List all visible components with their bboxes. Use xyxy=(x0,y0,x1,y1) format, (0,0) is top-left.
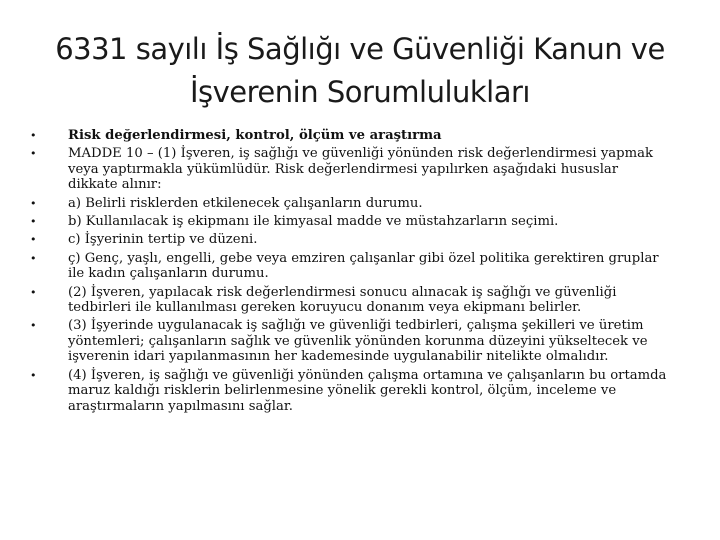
article-text: MADDE 10 – (1) İşveren, iş sağlığı ve güvenliği yönünden risk değerlendirmesi yapmak veya yaptırmakla yükümlüdür. Risk değerlendirmesi yapılırken aşağıdaki hususlar dikkate alınır: xyxy=(68,146,653,193)
slide-title xyxy=(40,28,680,114)
bullet-item-heading xyxy=(30,128,670,143)
bullet-item-4 xyxy=(30,368,670,414)
bullet-icon: • xyxy=(30,319,37,333)
clause-a-text: a) Belirli risklerden etkilenecek çalışanların durumu. xyxy=(68,195,423,211)
bullet-icon: • xyxy=(30,285,37,299)
bullet-icon: • xyxy=(30,129,37,142)
bullet-item-b xyxy=(30,214,670,229)
bullet-icon: • xyxy=(30,147,37,161)
clause-cc-text: ç) Genç, yaşlı, engelli, gebe veya emziren çalışanlar gibi özel politika gerektiren gruplar ile kadın çalışanların durumu. xyxy=(68,250,659,282)
bullet-item-article xyxy=(30,146,670,192)
paragraph-3-text: (3) İşyerinde uygulanacak iş sağlığı ve güvenliği tedbirleri, çalışma şekilleri ve üretim yöntemleri; çalışanların sağlık ve güvenlik yönünden korunma düzeyini yükseltecek ve işverenin idari yapılanmasının her kademesinde uygulanabilir nitelikte olmalıdır. xyxy=(68,318,648,365)
bullet-icon: • xyxy=(30,215,37,229)
paragraph-2-text: (2) İşveren, yapılacak risk değerlendirmesi sonucu alınacak iş sağlığı ve güvenliği tedbirleri ile kullanılması gereken koruyucu donanım veya ekipmanı belirler. xyxy=(68,284,617,316)
bullet-icon: • xyxy=(30,196,37,210)
bullet-list xyxy=(30,128,670,417)
slide-title-line-2: İşverenin Sorumlulukları xyxy=(189,75,530,109)
bullet-icon: • xyxy=(30,233,37,247)
bullet-icon: • xyxy=(30,368,37,382)
bullet-icon: • xyxy=(30,251,37,265)
slide-title-line-1: 6331 sayılı İş Sağlığı ve Güvenliği Kanun ve xyxy=(55,32,665,66)
clause-c-text: c) İşyerinin tertip ve düzeni. xyxy=(68,232,258,248)
clause-b-text: b) Kullanılacak iş ekipmanı ile kimyasal madde ve müstahzarların seçimi. xyxy=(68,214,559,230)
bullet-item-2 xyxy=(30,285,670,316)
bullet-item-3 xyxy=(30,318,670,364)
paragraph-4-text: (4) İşveren, iş sağlığı ve güvenliği yönünden çalışma ortamına ve çalışanların bu ortamda maruz kaldığı risklerin belirlenmesine yönelik gerekli kontrol, ölçüm, inceleme ve araştırmaların yapılmasını sağlar. xyxy=(68,367,667,414)
bullet-item-c xyxy=(30,232,670,247)
bullet-item-a xyxy=(30,196,670,211)
bullet-item-cc xyxy=(30,251,670,282)
section-heading: Risk değerlendirmesi, kontrol, ölçüm ve araştırma xyxy=(68,128,442,143)
